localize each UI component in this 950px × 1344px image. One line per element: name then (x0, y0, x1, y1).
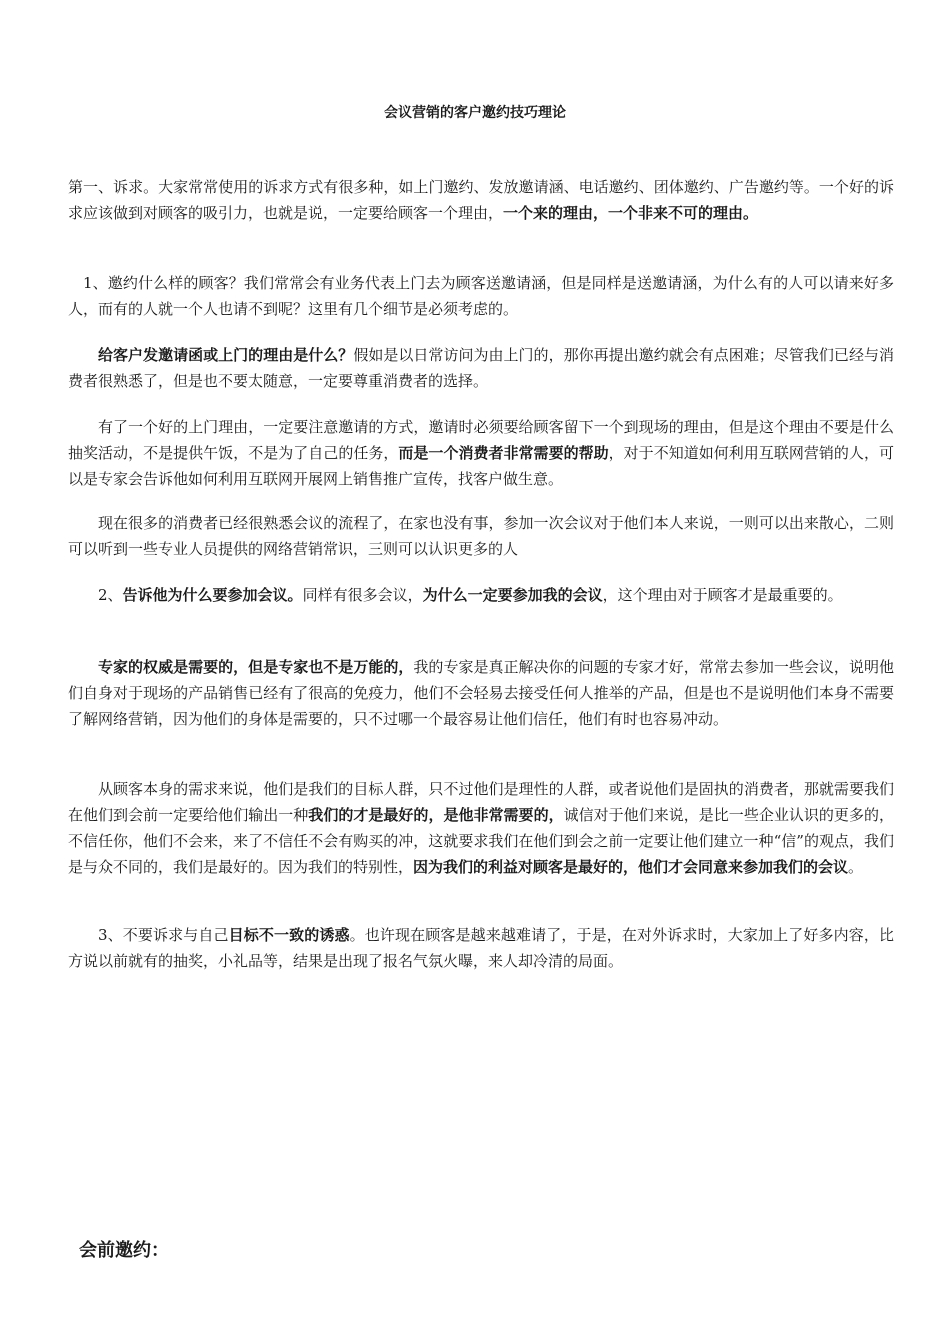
text-run: ，对于不知道如何利用互联网营销的人，可以是专家会告诉他如何利用互联网开展网上销售推广宣传，找客户做生意。 (68, 444, 894, 488)
paragraph-appeal-intro (68, 174, 894, 226)
text-run: 。 (848, 858, 864, 876)
bold-text-run: 一个来的理由，一个非来不可的理由。 (503, 204, 759, 222)
bold-text-run: 而是一个消费者非常需要的帮助 (398, 444, 609, 462)
text-run: 1、邀约什么样的顾客？我们常常会有业务代表上门去为顾客送邀请涵，但是同样是送邀请涵，为什么有的人可以请来好多人，而有的人就一个人也请不到呢？这里有几个细节是必须考虑的。 (68, 274, 894, 318)
bold-text-run: 为什么一定要参加我的会议 (422, 586, 603, 604)
paragraph-invitation-method (68, 414, 894, 492)
paragraph-familiar-consumers (68, 510, 894, 562)
paragraph-customer-needs (68, 776, 894, 880)
text-run: 同样有很多会议， (302, 586, 423, 604)
bold-text-run: 告诉他为什么要参加会议。 (122, 586, 303, 604)
text-run: ，这个理由对于顾客才是最重要的。 (602, 586, 843, 604)
text-run: 诚信对于他们来说，是比一些企业认识的更多的，不信任你，他们不会来，来了不信任不会有购买的冲，这就要求我们在他们到会之前一定要让他们建立一种“信”的观点，我们是与众不同的，我们是最好的。因为我们的特别性， (68, 806, 894, 876)
paragraph-point-2 (68, 582, 894, 608)
section-heading-pre-meeting-invitation: 会前邀约： (79, 1240, 169, 1261)
text-run: 有了一个好的上门理由，一定要注意邀请的方式，邀请时必须要给顾客留下一个到现场的理由，但是这个理由不要是什么抽奖活动，不是提供午饭，不是为了自己的任务， (68, 418, 894, 462)
paragraph-invitation-reason (68, 342, 894, 394)
bold-text-run: 目标不一致的诱惑 (228, 926, 350, 944)
text-run: 。也许现在顾客是越来越难请了，于是，在对外诉求时，大家加上了好多内容，比方说以前就有的抽奖，小礼品等，结果是出现了报名气氛火曝，来人却冷清的局面。 (68, 926, 894, 970)
bold-text-run: 给客户发邀请函或上门的理由是什么？ (98, 346, 354, 364)
text-run: 3、不要诉求与自己 (98, 926, 229, 944)
text-run: 假如是以日常访问为由上门的，那你再提出邀约就会有点困难；尽管我们已经与消费者很熟悉了，但是也不要太随意，一定要尊重消费者的选择。 (68, 346, 894, 390)
bold-text-run: 因为我们的利益对顾客是最好的，他们才会同意来参加我们的会议 (413, 858, 849, 876)
text-run: 从顾客本身的需求来说，他们是我们的目标人群，只不过他们是理性的人群，或者说他们是固执的消费者，那就需要我们在他们到会前一定要给他们输出一种 (68, 780, 894, 824)
text-run: 2、 (98, 586, 123, 604)
bold-text-run: 专家的权威是需要的，但是专家也不是万能的， (98, 658, 414, 676)
paragraph-point-3 (68, 922, 894, 974)
text-run: 现在很多的消费者已经很熟悉会议的流程了，在家也没有事，参加一次会议对于他们本人来说，一则可以出来散心，二则可以听到一些专业人员提供的网络营销常识，三则可以认识更多的人 (68, 514, 894, 558)
paragraph-point-1 (68, 270, 894, 322)
document-title: 会议营销的客户邀约技巧理论 (384, 105, 566, 121)
text-run: 我的专家是真正解决你的问题的专家才好，常常去参加一些会议，说明他们自身对于现场的产品销售已经有了很高的免疫力，他们不会轻易去接受任何人推举的产品，但是也不是说明他们本身不需要了解网络营销，因为他们的身体是需要的，只不过哪一个最容易让他们信任，他们有时也容易冲动。 (68, 658, 894, 728)
bold-text-run: 我们的才是最好的，是他非常需要的， (308, 806, 564, 824)
text-run: 第一、诉求。大家常常使用的诉求方式有很多种，如上门邀约、发放邀请涵、电话邀约、团体邀约、广告邀约等。一个好的诉求应该做到对顾客的吸引力，也就是说，一定要给顾客一个理由， (68, 178, 894, 222)
paragraph-expert-authority (68, 654, 894, 732)
